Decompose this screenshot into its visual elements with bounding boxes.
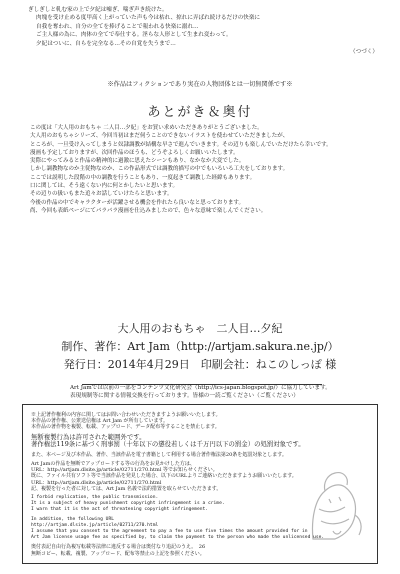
afterword-line: 大人用のおもちゃシリーズ、今回当初はまだ伺うことのできないイラストを使わせていただきましたが、 (30, 133, 289, 140)
circle-note-line: Art Jamでは以前の一部をコンテンツ文化研究会（http://ics-japan.blogspot.jp/）に協力しています。 (70, 385, 331, 391)
colophon-published: 発行日：2014年4月29日 印刷会社：ねこのしっぽ 様 (63, 358, 337, 371)
legal-line: http://artjam.dlsite.jp/article/02711/270.html (31, 522, 159, 528)
story-ending (28, 6, 378, 56)
afterword-line: 実際にやってみると作品の精神的に過激に思えたシーンもあり、なかなか大変でした。 (30, 158, 245, 165)
legal-line: また、本ページ及び本作品、著作、当該作品を電子書籍として利用する場合著作権法第20条を処罰対象とします。 (31, 451, 287, 458)
legal-line: URL：http://artjam.dlsite.jp/article/02711/270.html 等でお知らせください。 (31, 467, 218, 474)
afterword-line: 漫画も予定しておりますが、次回作品のほうも、どうぞよろしくお願いいたします。 (30, 149, 239, 156)
colophon (0, 320, 400, 374)
copyright-notice-box (22, 404, 378, 564)
legal-line: Art Jam license usage fee as specified by, to claim the payment to the person who made the unlicensed use. (31, 535, 325, 541)
legal-closing-line: 奥付表記自由行為複写転載等法律に違反する場合は奥付なり追記のうえ。 26 (31, 544, 206, 551)
afterword-line: ところが、一旦受け入ってしまうと奴隷調教が結構な早さで進んでいきます。その辺りも楽しんでいただけたら幸いです。 (30, 141, 332, 148)
legal-line: ※上記著作権利の内容に関してはお問い合わせいただきますようお願いいたします。 (31, 412, 221, 418)
story-line: 夕紀はついに、自らを完全なる…その自覚を失うまで… (36, 40, 176, 47)
afterword-line: しかし調教物なのか主従物なのか、この作品形式では調教的描写の中でもいろいろ工夫をしております。 (30, 166, 289, 173)
to-be-continued: （つづく） (350, 49, 378, 56)
story-line: 自我を奪われ、自分の全てを捧げることで報われる快楽に溺れ… (36, 23, 199, 30)
afterword-line: この度は「大人用のおもちゃ 二人目…夕紀」をお買い求めいただきありがとうございました。 (30, 125, 263, 131)
legal-line: I forbid replication, the public transmission. (31, 495, 159, 501)
circle-note-line: 表現規制等に関する情報交換を行っております。皆様の一読ご覧ください（ご覧ください） (70, 392, 299, 399)
legal-line: In addition, the following URL (31, 516, 114, 522)
story-line: 肉塊を受け止める度甲高く上がっていた声も今は枯れ、掠れに弄ばれ続けるだけの快楽に (36, 15, 261, 22)
legal-line: I assume that you consent to the agreement to pay a fee to use five times the amount provided for in (31, 529, 308, 535)
legal-line: Art Jamの作品を無断でアップロードする等の行為をお見かけした方は、 (31, 461, 195, 467)
legal-line: I warn that it is the act of threatening copyright infringement. (31, 507, 209, 513)
story-line: ぎしぎしと軋む家の上で夕紀は嘘ぎ、喘ぎ声き続けた。 (28, 7, 168, 13)
afterword-line: 口に関しては、そう遠くない内に何とかしたいと思います。 (30, 183, 179, 190)
afterword-line: ここでは説明した段階の中の調教を行うこともあり、一度起きて調教した経緯もあります。 (30, 174, 256, 181)
legal-line: URL：http://artjam.dlsite.jp/article/02711/270.html (31, 479, 162, 486)
colophon-title: 大人用のおもちゃ 二人目…夕紀 (117, 322, 283, 335)
afterword-title: あとがき＆奥付 (147, 105, 253, 120)
legal-line: 記、複製を行った者に対しては、Art Jam 名義で法的措置を取らせていただきます。 (31, 485, 222, 492)
story-line: ご主人様の為に、肉体の全てで奉仕する。淫らな人形として生まれ変わって。 (36, 32, 232, 39)
legal-line: 無断複製行為は許可された範囲外です。 (31, 432, 146, 441)
afterword-line: その辺りの扱いもまた追々お話していけたらと思います。 (30, 191, 173, 198)
colophon-creator: 制作、著作：Art Jam（http://artjam.sakura.ne.jp/） (61, 340, 339, 353)
copyright-notice-text (31, 412, 325, 557)
legal-line: 本作品の著作権、公衆送信権は Art Jam が所有しています。 (31, 418, 169, 425)
afterword-line: 尚、今回も表紙ページにてパラパラ漫画を仕込みましたので、色々な意味で楽しんでください。 (30, 207, 267, 214)
legal-closing-line: 無断コピー、転載、複製、アップロード、配布等禁止の上記を参照ください。 (31, 550, 205, 557)
legal-line: 既に、ファイル共有ソフト等で当該作品を発見した場合、以下のURLよりご連絡いただきますようお願いいたします。 (31, 473, 297, 480)
legal-line: 本作品の著作物を複製、転載、アップロード、データ配布等することを禁止します。 (31, 424, 220, 431)
afterword-body (30, 124, 375, 215)
legal-line: It is a subject of heavy punishment copyright infringement is a crime. (31, 501, 225, 507)
circle-note (70, 385, 370, 400)
circle-logo-sketch (305, 469, 367, 547)
afterword-line: 今後の作品の中でキャラクターが活躍させる機会を作れたら良いなと思っております。 (30, 199, 244, 206)
fiction-notice: ※作品はフィクションであり実在の人物団体とは一切無関係です※ (107, 81, 293, 88)
legal-line: 著作権法119条に基づく刑事罰（十年以下の懲役若しくは千万円以下の罰金）の処罰対象です。 (31, 440, 305, 449)
